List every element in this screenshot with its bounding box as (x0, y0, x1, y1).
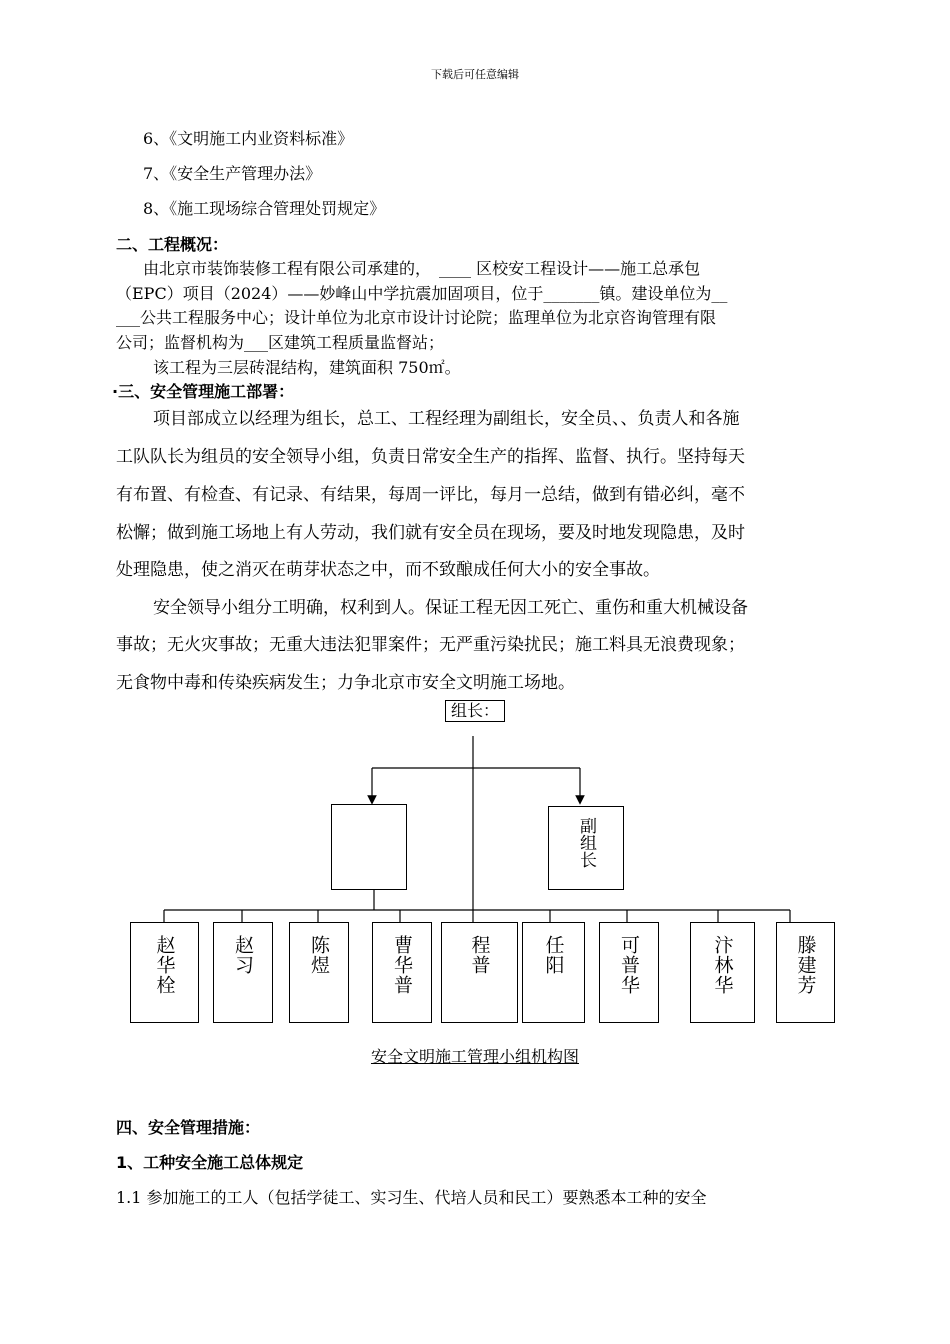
section-2-line: ___公共工程服务中心；设计单位为北京市设计讨论院；监理单位为北京咨询管理有限 (116, 308, 717, 327)
member-name: 任阳 (542, 935, 565, 975)
section-3-para-line: 有布置、有检查、有记录、有结果，每周一评比，每月一总结，做到有错必纠，毫不 (116, 485, 745, 505)
list-item: 8、《施工现场综合管理处罚规定》 (143, 199, 386, 218)
member-name: 陈煜 (308, 935, 330, 975)
leader-box: 组长： (445, 700, 505, 722)
section-4-item: 1.1 参加施工的工人（包括学徒工、实习生、代培人员和民工）要熟悉本工种的安全 (116, 1188, 707, 1207)
deputy-right-box (548, 806, 624, 890)
section-3-para-line: 松懈；做到施工场地上有人劳动，我们就有安全员在现场，要及时地发现隐患，及时 (116, 523, 745, 543)
member-box (372, 922, 432, 1023)
org-chart-caption: 安全文明施工管理小组机构图 (370, 1047, 579, 1066)
member-name: 汴林华 (711, 935, 734, 995)
section-4-subheading: 1、工种安全施工总体规定 (116, 1153, 304, 1172)
member-name: 可普华 (618, 935, 640, 995)
member-box (289, 922, 349, 1023)
section-2-line: （EPC）项目（2024）——妙峰山中学抗震加固项目，位于_______镇。建设单位为__ (116, 284, 728, 303)
member-name: 赵习 (232, 935, 254, 975)
member-name: 赵华栓 (153, 935, 176, 995)
section-3-para-line: 工队队长为组员的安全领导小组，负责日常安全生产的指挥、监督、执行。坚持每天 (116, 447, 745, 467)
section-4-heading: 四、安全管理措施： (116, 1118, 261, 1137)
member-box (776, 922, 835, 1023)
member-box (599, 922, 659, 1023)
section-3-para-line: 项目部成立以经理为组长，总工、工程经理为副组长，安全员、、负责人和各施 (153, 409, 740, 429)
page-header-note: 下载后可任意编辑 (431, 68, 519, 81)
member-box (213, 922, 273, 1023)
section-2-line: 由北京市装饰装修工程有限公司承建的， ____ 区校安工程设计——施工总承包 (143, 259, 701, 278)
section-2-heading: 二、工程概况： (116, 235, 229, 254)
member-name: 滕建芳 (794, 935, 817, 995)
list-item: 6、《文明施工内业资料标准》 (143, 129, 354, 148)
section-3-para-line: 处理隐患，使之消灭在萌芽状态之中，而不致酿成任何大小的安全事故。 (116, 560, 660, 580)
deputy-left-box (331, 804, 407, 890)
section-3-para2-line: 无食物中毒和传染疾病发生；力争北京市安全文明施工场地。 (116, 673, 575, 693)
member-box (441, 922, 518, 1023)
section-2-line: 公司；监督机构为___区建筑工程质量监督站； (116, 333, 445, 352)
member-box (690, 922, 755, 1023)
section-2-area-line: 该工程为三层砖混结构，建筑面积 750㎡。 (153, 358, 461, 377)
member-box (130, 922, 199, 1023)
list-item: 7、《安全生产管理办法》 (143, 164, 322, 183)
member-name: 曹华普 (391, 935, 413, 995)
section-3-para2-line: 事故；无火灾事故；无重大违法犯罪案件；无严重污染扰民；施工料具无浪费现象； (116, 635, 745, 655)
section-3-heading: ·三、安全管理施工部署： (112, 382, 295, 401)
section-3-para2-line: 安全领导小组分工明确，权利到人。保证工程无因工死亡、重伤和重大机械设备 (153, 598, 748, 618)
member-name: 程普 (468, 935, 491, 975)
chart-dash: _ (380, 895, 387, 911)
member-box (522, 922, 585, 1023)
deputy-right-label: 副组长 (576, 817, 596, 868)
